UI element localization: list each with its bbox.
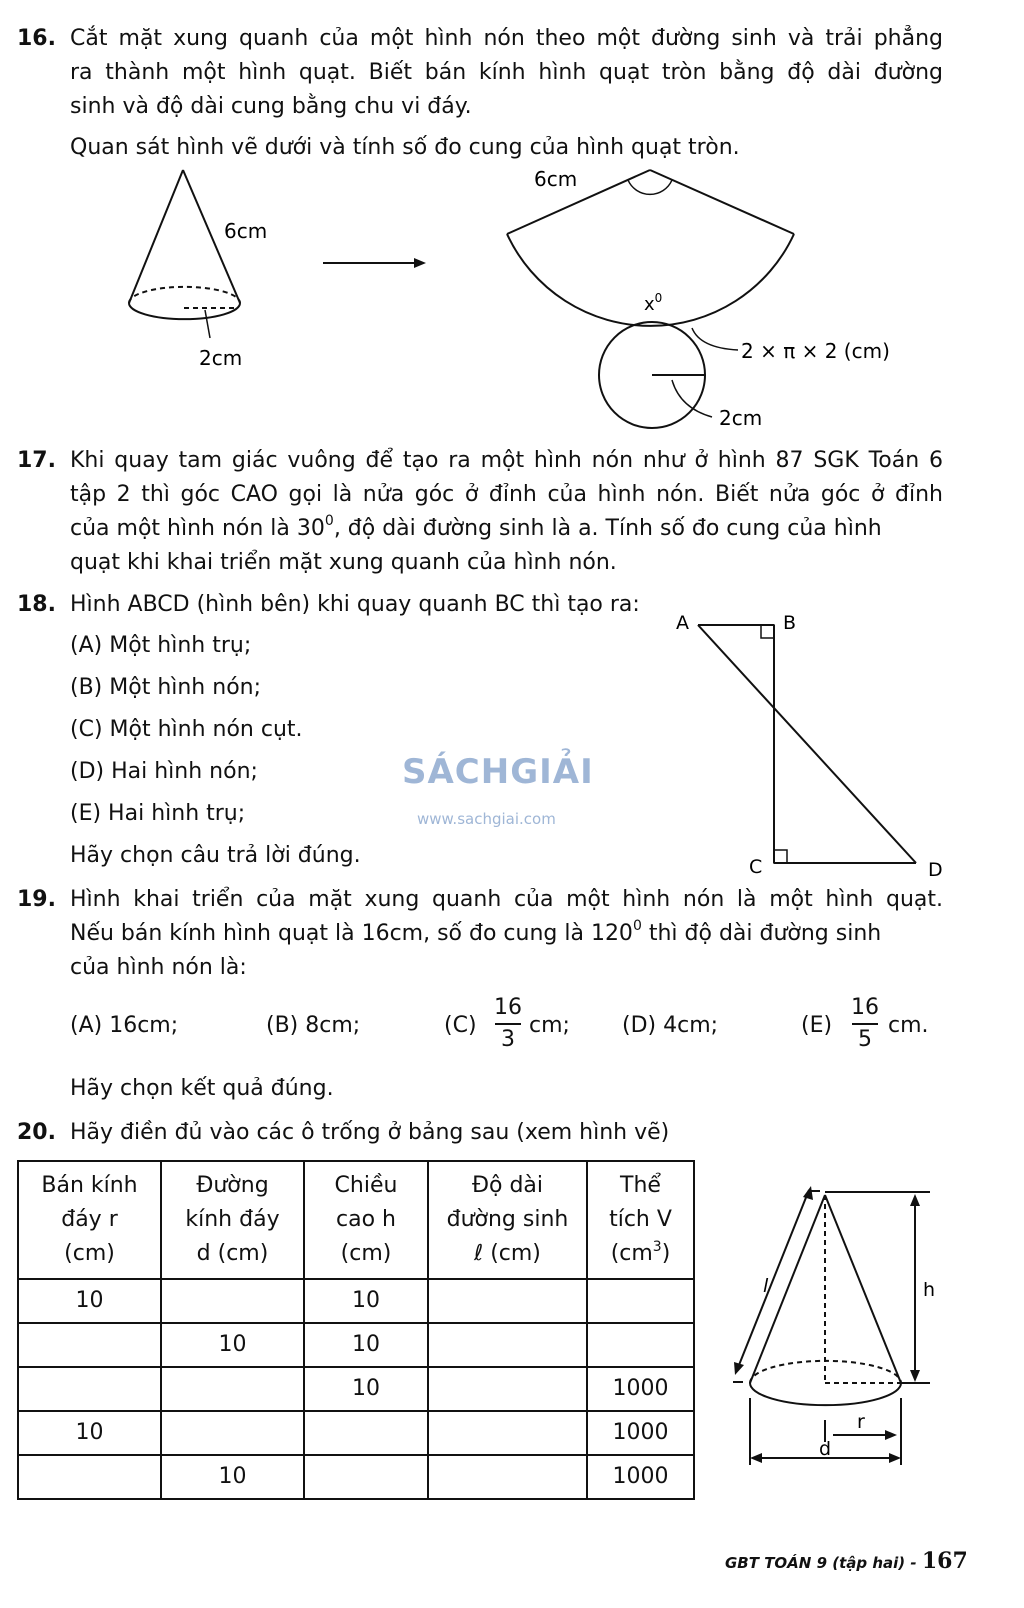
table-row [18, 1455, 694, 1499]
vertex-b-label: B [783, 612, 797, 634]
problem-17-line-1: Khi quay tam giác vuông để tạo ra một hình nón như ở hình 87 SGK Toán 6 [70, 448, 943, 473]
cell-r[interactable] [18, 1367, 161, 1411]
problem-17-line-4: quạt khi khai triển mặt xung quanh của hình nón. [70, 550, 617, 575]
cell-v[interactable] [587, 1279, 694, 1323]
cell-r[interactable] [18, 1455, 161, 1499]
cone-dimensions-figure [725, 1180, 955, 1485]
option-18-e: (E) Hai hình trụ; [70, 801, 246, 826]
problem-16-line-2: ra thành một hình quạt. Biết bán kính hình quạt tròn bằng độ dài đường [70, 60, 943, 85]
table-row [18, 1279, 694, 1323]
header-radius: Bán kính đáy r (cm) [18, 1161, 161, 1279]
circle-radius-label: 2cm [719, 406, 763, 430]
option-19-e-denominator: 5 [858, 1027, 872, 1052]
problem-19-line-1: Hình khai triển của mặt xung quanh của một hình nón là một hình quạt. [70, 887, 943, 912]
sector-angle-label: $x^0$ [644, 291, 663, 315]
cell-h[interactable]: 10 [304, 1323, 428, 1367]
problem-17-number: 17. [17, 448, 56, 473]
problem-16-line-1: Cắt mặt xung quanh của một hình nón theo một đường sinh và trải phẳng [70, 26, 943, 51]
option-19-e-unit: cm. [888, 1013, 929, 1038]
table-row [18, 1411, 694, 1455]
cell-h[interactable]: 10 [304, 1367, 428, 1411]
header-slant: Độ dài đường sinh ℓ (cm) [428, 1161, 587, 1279]
cell-v[interactable]: 1000 [587, 1411, 694, 1455]
watermark-logo: SÁCHGIẢI [402, 752, 594, 792]
vertex-a-label: A [676, 612, 689, 634]
problem-19-line-2: Nếu bán kính hình quạt là 16cm, số đo cung là $120^0$ thì độ dài đường sinh [70, 918, 882, 946]
dimension-arrowheads-icon [734, 1186, 920, 1463]
base-circle-drawing [599, 322, 738, 428]
problem-16-figure [0, 160, 1024, 440]
table-row [18, 1367, 694, 1411]
cell-l[interactable] [428, 1323, 587, 1367]
problem-19-number: 19. [17, 887, 56, 912]
option-18-a: (A) Một hình trụ; [70, 633, 252, 658]
option-19-a: (A) 16cm; [70, 1013, 179, 1038]
cell-l[interactable] [428, 1367, 587, 1411]
watermark-url: www.sachgiai.com [417, 810, 556, 828]
diameter-label: d [819, 1438, 832, 1460]
arc-length-label: 2 × π × 2 (cm) [741, 339, 890, 363]
footer-book-title: GBT TOÁN 9 (tập hai) - [725, 1554, 917, 1572]
problem-19-ask: Hãy chọn kết quả đúng. [70, 1076, 334, 1101]
cell-d[interactable]: 10 [161, 1323, 304, 1367]
radius-label: r [857, 1411, 865, 1433]
cell-r[interactable]: 10 [18, 1411, 161, 1455]
cell-r[interactable]: 10 [18, 1279, 161, 1323]
cell-d[interactable] [161, 1367, 304, 1411]
cone-table [17, 1160, 695, 1500]
problem-17-line-3: của một hình nón là $30^0$, độ dài đường sinh là a. Tính số đo cung của hình [70, 513, 882, 541]
problem-18-ask: Hãy chọn câu trả lời đúng. [70, 843, 361, 868]
option-19-c-fraction [494, 995, 522, 1053]
problem-20-number: 20. [17, 1120, 56, 1145]
sector-radius-label: 6cm [534, 167, 578, 191]
vertex-d-label: D [928, 859, 943, 881]
cone-radius-label: 2cm [199, 346, 243, 370]
table-header-row [18, 1161, 694, 1279]
cell-l[interactable] [428, 1411, 587, 1455]
problem-20-question: Hãy điền đủ vào các ô trống ở bảng sau (xem hình vẽ) [70, 1120, 670, 1145]
cone-3d-drawing [733, 1190, 930, 1465]
header-diameter: Đường kính đáy d (cm) [161, 1161, 304, 1279]
cell-d[interactable] [161, 1279, 304, 1323]
cell-v[interactable] [587, 1323, 694, 1367]
option-18-b: (B) Một hình nón; [70, 675, 262, 700]
header-volume: Thể tích V $(cm^3)$ [587, 1161, 694, 1279]
problem-16-line-4: Quan sát hình vẽ dưới và tính số đo cung của hình quạt tròn. [70, 135, 740, 160]
slant-height-label: l [763, 1275, 769, 1297]
option-19-e-fraction [851, 995, 879, 1053]
problem-19-line-3: của hình nón là: [70, 955, 247, 980]
cone-drawing [129, 170, 240, 338]
cell-l[interactable] [428, 1455, 587, 1499]
cell-v[interactable]: 1000 [587, 1367, 694, 1411]
problem-16-line-3: sinh và độ dài cung bằng chu vi đáy. [70, 94, 472, 119]
option-19-b: (B) 8cm; [266, 1013, 361, 1038]
option-19-c-numerator: 16 [494, 995, 522, 1020]
cell-d[interactable]: 10 [161, 1455, 304, 1499]
option-19-c-unit: cm; [529, 1013, 570, 1038]
cell-v[interactable]: 1000 [587, 1455, 694, 1499]
cell-h[interactable]: 10 [304, 1279, 428, 1323]
vertex-c-label: C [749, 856, 763, 878]
abcd-drawing [698, 625, 916, 863]
cell-h[interactable] [304, 1455, 428, 1499]
page-footer [725, 1548, 968, 1574]
unfold-arrow-icon [323, 258, 426, 268]
header-height: Chiều cao h (cm) [304, 1161, 428, 1279]
cell-d[interactable] [161, 1411, 304, 1455]
option-19-d: (D) 4cm; [622, 1013, 719, 1038]
option-19-e-numerator: 16 [851, 995, 879, 1020]
cell-h[interactable] [304, 1411, 428, 1455]
problem-18-question: Hình ABCD (hình bên) khi quay quanh BC thì tạo ra: [70, 592, 640, 617]
option-19-e-prefix: (E) [801, 1013, 833, 1038]
option-18-d: (D) Hai hình nón; [70, 759, 258, 784]
option-19-c-prefix: (C) [444, 1013, 477, 1038]
height-label: h [923, 1279, 936, 1301]
option-18-c: (C) Một hình nón cụt. [70, 717, 303, 742]
option-19-c-denominator: 3 [501, 1027, 515, 1052]
table-row [18, 1323, 694, 1367]
cell-l[interactable] [428, 1279, 587, 1323]
problem-18-number: 18. [17, 592, 56, 617]
problem-16-number: 16. [17, 26, 56, 51]
cell-r[interactable] [18, 1323, 161, 1367]
problem-17-line-2: tập 2 thì góc CAO gọi là nửa góc ở đỉnh của hình nón. Biết nửa góc ở đỉnh [70, 482, 943, 507]
abcd-figure [660, 605, 960, 885]
page-number: 167 [921, 1548, 968, 1574]
cone-slant-label: 6cm [224, 219, 268, 243]
